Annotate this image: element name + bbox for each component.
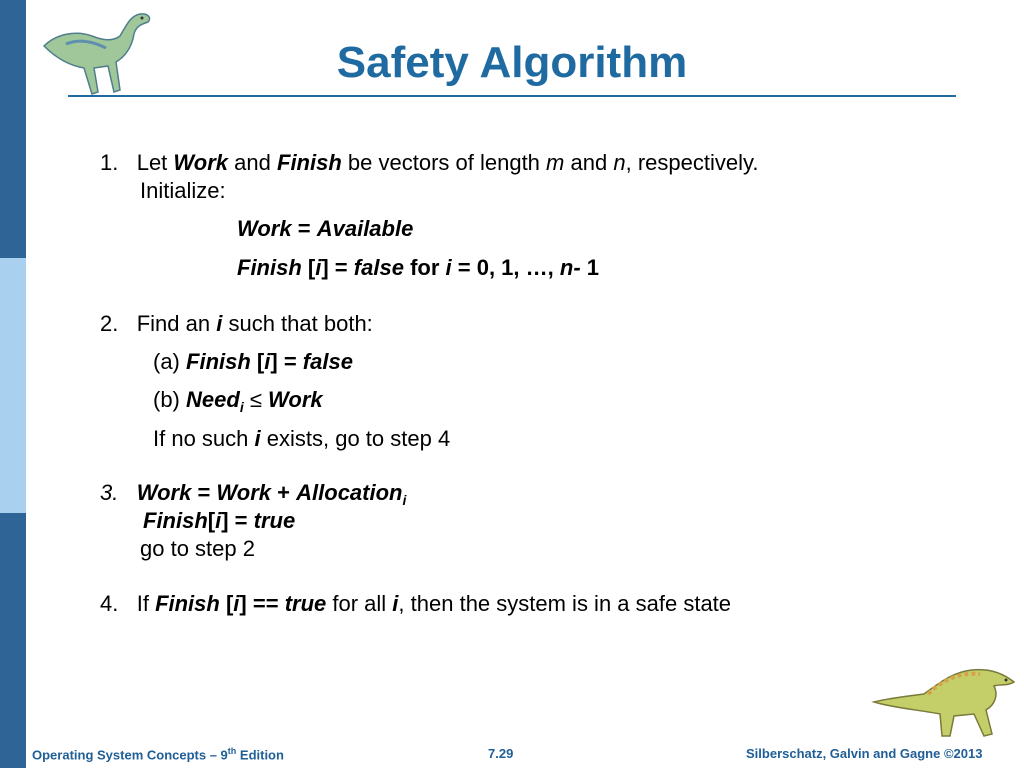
m-term: m xyxy=(546,150,565,175)
equality: ] == xyxy=(239,591,279,616)
true-term: true xyxy=(284,591,327,616)
false-term: false xyxy=(353,255,404,280)
finish-term: Finish xyxy=(186,349,251,374)
bracket: [ xyxy=(207,508,216,533)
text: Find an xyxy=(136,311,211,336)
bracket: [ xyxy=(225,591,234,616)
step-1-line xyxy=(100,150,758,176)
text: such that both: xyxy=(228,311,373,336)
left-stripe-bottom xyxy=(0,513,26,768)
text: for all xyxy=(332,591,387,616)
n-term: n xyxy=(613,150,626,175)
false-term: false xyxy=(302,349,353,374)
equals: = xyxy=(297,216,311,241)
allocation-term: Allocation xyxy=(296,480,403,505)
bracket: ] = xyxy=(321,255,348,280)
title-underline xyxy=(68,95,956,97)
step-4-number: 4. xyxy=(100,591,119,616)
bracket: ] = xyxy=(221,508,248,533)
subscript: i xyxy=(402,492,407,508)
step-2-condition-b xyxy=(153,387,323,420)
plus: + xyxy=(277,480,291,505)
step-2-number: 2. xyxy=(100,311,119,336)
footer-text: Edition xyxy=(236,747,284,763)
footer-page-number: 7.29 xyxy=(488,746,514,761)
step-1-finish-init xyxy=(237,255,599,281)
i-term: i xyxy=(445,255,452,280)
label: (a) xyxy=(153,349,180,374)
one: 1 xyxy=(586,255,600,280)
work-term: Work xyxy=(173,150,229,175)
label: (b) xyxy=(153,387,180,412)
step-1-number: 1. xyxy=(100,150,119,175)
i-term: i xyxy=(264,349,271,374)
text: exists, go to step 4 xyxy=(266,426,451,451)
step-2-line xyxy=(100,311,373,337)
bracket: [ xyxy=(307,255,316,280)
step-3-goto: go to step 2 xyxy=(140,536,255,561)
equals: = xyxy=(197,480,211,505)
text: and xyxy=(234,150,271,175)
n-term: n- xyxy=(559,255,581,280)
range: = 0, 1, …, xyxy=(457,255,554,280)
step-1-initialize: Initialize: xyxy=(140,178,226,203)
finish-term: Finish xyxy=(277,150,342,175)
work-term: Work xyxy=(237,216,292,241)
i-term: i xyxy=(254,426,261,451)
true-term: true xyxy=(253,508,296,533)
text: , respectively. xyxy=(625,150,759,175)
i-term: i xyxy=(392,591,399,616)
finish-term: Finish xyxy=(237,255,302,280)
footer-book-title xyxy=(32,746,284,762)
step-3-number: 3. xyxy=(100,480,119,505)
subscript: i xyxy=(239,399,244,415)
step-2-condition-a xyxy=(153,349,353,375)
text: be vectors of length xyxy=(347,150,540,175)
available-term: Available xyxy=(316,216,414,241)
step-2-condition-c xyxy=(153,426,450,452)
dinosaur-bottom-icon xyxy=(868,654,1020,738)
i-term: i xyxy=(233,591,240,616)
slide-title: Safety Algorithm xyxy=(336,38,688,87)
footer-text: Operating System Concepts – 9 xyxy=(32,747,228,763)
i-term: i xyxy=(216,311,223,336)
text: Let xyxy=(136,150,168,175)
need-term: Need xyxy=(186,387,240,412)
finish-term: Finish xyxy=(155,591,220,616)
bracket: ] = xyxy=(270,349,297,374)
step-1-work-init xyxy=(237,216,413,242)
work-term: Work xyxy=(268,387,323,412)
footer-superscript: th xyxy=(227,746,237,756)
work-term: Work xyxy=(136,480,192,505)
for-keyword: for xyxy=(410,255,440,280)
bracket: [ xyxy=(256,349,265,374)
less-equal: ≤ xyxy=(249,387,262,412)
text: If xyxy=(136,591,149,616)
work-term: Work xyxy=(216,480,272,505)
text: If no such xyxy=(153,426,249,451)
footer-authors: Silberschatz, Galvin and Gagne ©2013 xyxy=(746,746,983,761)
step-4-line xyxy=(100,591,731,617)
left-stripe-middle xyxy=(0,258,26,513)
text: and xyxy=(570,150,608,175)
i-term: i xyxy=(315,255,322,280)
i-term: i xyxy=(215,508,222,533)
step-3-finish-update xyxy=(143,508,295,534)
finish-term: Finish xyxy=(143,508,208,533)
text: , then the system is in a safe state xyxy=(398,591,732,616)
